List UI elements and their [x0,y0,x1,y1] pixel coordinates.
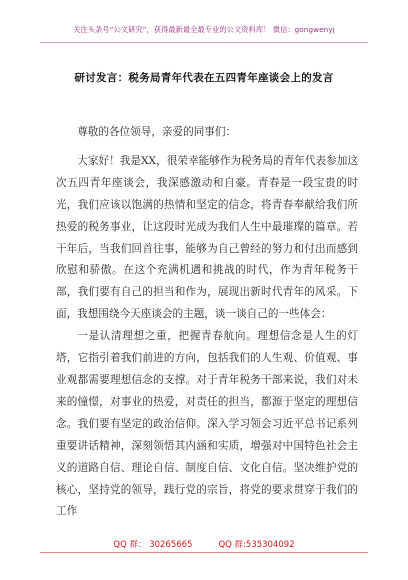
greeting-paragraph: 尊敬的各位领导，亲爱的同事们： [77,126,237,138]
header-promo-text: 关注头条号“公文研究”，获得最新最全最专业的公文资料库！ 微信：gongwenyj [73,25,335,34]
document-body [56,122,358,523]
footer-divider [40,552,368,553]
footer-qq-group-2: QQ 群:535304092 [218,540,295,550]
footer-contact [0,538,408,550]
header-promo-banner [0,25,408,35]
body-paragraph-ideals: 一是认清理想之重，把握青春航向。理想信念是人生的灯塔，它指引着我们前进的方向，包括我们的人生观、价值观、事业观都需要理想信念的支撑。对于青年税务干部来说，我们对未来的憧憬，对事业的热爱，对责任的担当，都源于坚定的理想信念。我们要有坚定的政治信仰。深入学习领会习近平总书记系列重要讲话精神，深刻领悟其内涵和实质，增强对中国特色社会主义的道路自信、理论自信、制度自信、文化自信。坚决维护党的核心，坚持党的领导，践行党的宗旨，将党的要求贯穿于我们的工作 [56,330,358,518]
footer-qq-group-1: QQ 群： 30265665 [113,540,193,550]
header-divider [40,42,368,43]
body-paragraph-intro: 大家好！我是XX，很荣幸能够作为税务局的青年代表参加这次五四青年座谈会，我深感激动和自豪。青春是一段宝贵的时光，我们应该以饱满的热情和坚定的信念，将青春奉献给我们所热爱的税务事业，让这段时光成为我们人生中最璀璨的篇章。若干年后，当我们回首往事，能够为自己曾经的努力和付出而感到欣慰和骄傲。在这个充满机遇和挑战的时代，作为青年税务干部，我们要有自己的担当和作为，展现出新时代青年的风采。下面，我想围绕今天座谈会的主题，谈一谈自己的一些体会： [56,154,358,321]
document-title: 研讨发言：税务局青年代表在五四青年座谈会上的发言 [74,72,334,84]
